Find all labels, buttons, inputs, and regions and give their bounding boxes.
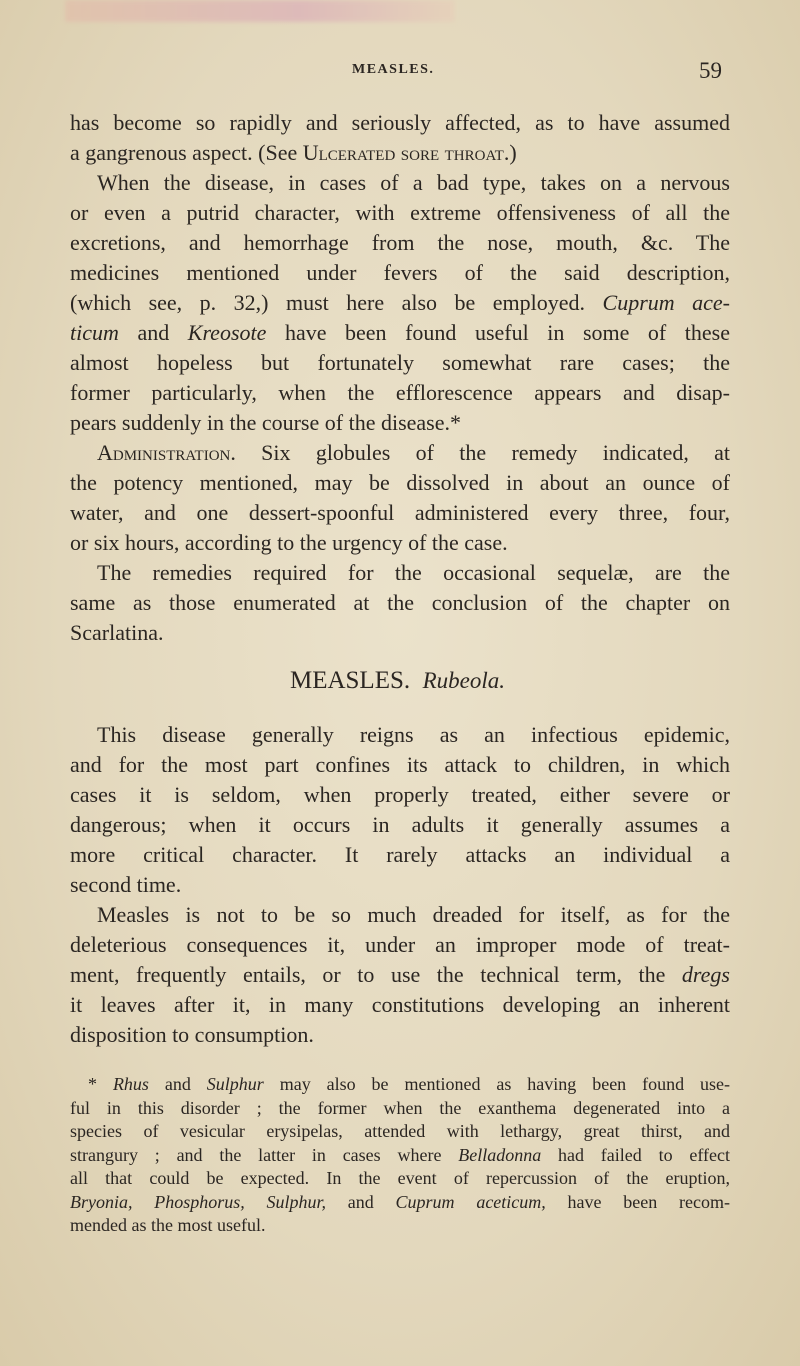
- italic-text: Cuprum aceticum,: [395, 1191, 546, 1212]
- italic-text: Cuprum ace-: [602, 290, 731, 315]
- text-run: and: [148, 1074, 207, 1094]
- text-line: [70, 960, 730, 990]
- text-run: water, and one dessert-spoonful administered every three, four,: [70, 500, 730, 525]
- text-run: and: [118, 320, 188, 345]
- text-run: The remedies required for the occasional sequelæ, are the: [97, 560, 730, 585]
- small-caps-text: Ulcerated sore throat: [302, 140, 504, 165]
- footnote-line: [70, 1214, 730, 1237]
- text-run: (which see, p. 32,) must here also be employed.: [70, 290, 603, 315]
- text-run: . Six globules of the remedy indicated, at: [230, 440, 730, 465]
- text-line: [70, 810, 730, 840]
- text-run: have been recom-: [545, 1191, 730, 1212]
- text-run: and for the most part confines its attack to children, in which: [70, 752, 730, 777]
- text-line: [70, 1020, 730, 1050]
- italic-text: Belladonna: [458, 1144, 542, 1165]
- text-run: This disease generally reigns as an infectious epidemic,: [97, 722, 730, 747]
- footnote-line: [70, 1097, 730, 1120]
- text-line: [70, 138, 730, 168]
- text-run: excretions, and hemorrhage from the nose, mouth, &c. The: [70, 230, 730, 255]
- text-run: Scarlatina.: [70, 620, 164, 645]
- text-run: has become so rapidly and seriously affected, as to have assumed: [70, 110, 730, 135]
- text-run: disposition to consumption.: [70, 1022, 314, 1047]
- text-run: it leaves after it, in many constitutions developing an inherent: [70, 992, 730, 1017]
- italic-text: Kreosote: [187, 320, 267, 345]
- text-line: [70, 378, 730, 408]
- footnote-line: [70, 1191, 730, 1214]
- text-run: cases it is seldom, when properly treated, either severe or: [70, 782, 730, 807]
- page-number: 59: [699, 58, 722, 83]
- text-line: [97, 720, 730, 750]
- text-run: .): [503, 140, 517, 165]
- text-line: [97, 438, 730, 468]
- text-run: pears suddenly in the course of the disease.*: [70, 410, 461, 435]
- text-line: [70, 498, 730, 528]
- italic-text: Sulphur: [206, 1074, 264, 1094]
- text-run: medicines mentioned under fevers of the said description,: [70, 260, 730, 285]
- text-line: [70, 618, 730, 648]
- italic-text: dregs: [681, 962, 730, 987]
- italic-text: Rhus: [112, 1074, 149, 1094]
- text-line: [70, 750, 730, 780]
- text-run: ful in this disorder ; the former when the exanthema degenerated into a: [70, 1097, 730, 1118]
- text-run: almost hopeless but fortunately somewhat rare cases; the: [70, 350, 730, 375]
- text-line: [70, 318, 730, 348]
- small-caps-text: Administration: [97, 440, 231, 465]
- footnote-line: [70, 1144, 730, 1167]
- text-line: [97, 168, 730, 198]
- text-run: same as those enumerated at the conclusion of the chapter on: [70, 590, 730, 615]
- text-run: ment, frequently entails, or to use the technical term, the: [70, 962, 682, 987]
- text-run: had failed to effect: [541, 1144, 730, 1165]
- text-run: have been found useful in some of these: [266, 320, 731, 345]
- text-run: second time.: [70, 872, 182, 897]
- text-run: deleterious consequences it, under an improper mode of treat-: [70, 932, 730, 957]
- text-run: *: [88, 1074, 113, 1094]
- page-stain: [65, 0, 455, 22]
- text-run: strangury ; and the latter in cases where: [70, 1144, 459, 1165]
- text-run: When the disease, in cases of a bad type, takes on a nervous: [97, 170, 730, 195]
- footnote-line: [70, 1167, 730, 1190]
- section-subtitle: Rubeola.: [422, 668, 506, 693]
- text-run: or even a putrid character, with extreme offensiveness of all the: [70, 200, 730, 225]
- text-run: the potency mentioned, may be dissolved in about an ounce of: [70, 470, 730, 495]
- footnote-line: [70, 1120, 730, 1143]
- text-line: [70, 288, 730, 318]
- text-line: [70, 528, 730, 558]
- text-line: [70, 840, 730, 870]
- text-run: mended as the most useful.: [70, 1215, 266, 1235]
- text-run: dangerous; when it occurs in adults it generally assumes a: [70, 812, 730, 837]
- text-run: all that could be expected. In the event of repercussion of the eruption,: [70, 1168, 730, 1188]
- section-heading: [0, 667, 800, 695]
- text-run: species of vesicular erysipelas, attended with lethargy, great thirst, and: [70, 1121, 730, 1141]
- text-line: [70, 870, 730, 900]
- running-head: MEASLES.: [352, 62, 435, 77]
- text-line: [70, 258, 730, 288]
- text-run: Measles is not to be so much dreaded for itself, as for the: [97, 902, 730, 927]
- italic-text: ticum: [70, 320, 119, 345]
- text-line: [70, 108, 730, 138]
- text-line: [70, 588, 730, 618]
- text-line: [70, 198, 730, 228]
- text-run: a gangrenous aspect. (See: [70, 140, 303, 165]
- text-line: [70, 990, 730, 1020]
- text-line: [97, 900, 730, 930]
- footnote-line: [88, 1073, 730, 1096]
- text-line: [70, 780, 730, 810]
- text-line: [70, 930, 730, 960]
- text-run: or six hours, according to the urgency of the case.: [70, 530, 508, 555]
- text-line: [70, 408, 730, 438]
- section-title: MEASLES.: [289, 667, 411, 694]
- text-line: [70, 348, 730, 378]
- text-run: may also be mentioned as having been found use-: [263, 1074, 731, 1094]
- text-run: and: [326, 1191, 396, 1212]
- text-line: [70, 468, 730, 498]
- text-run: more critical character. It rarely attacks an individual a: [70, 842, 730, 867]
- text-line: [97, 558, 730, 588]
- text-line: [70, 228, 730, 258]
- italic-text: Bryonia, Phosphorus, Sulphur,: [70, 1191, 327, 1212]
- text-run: former particularly, when the efflorescence appears and disap-: [70, 380, 730, 405]
